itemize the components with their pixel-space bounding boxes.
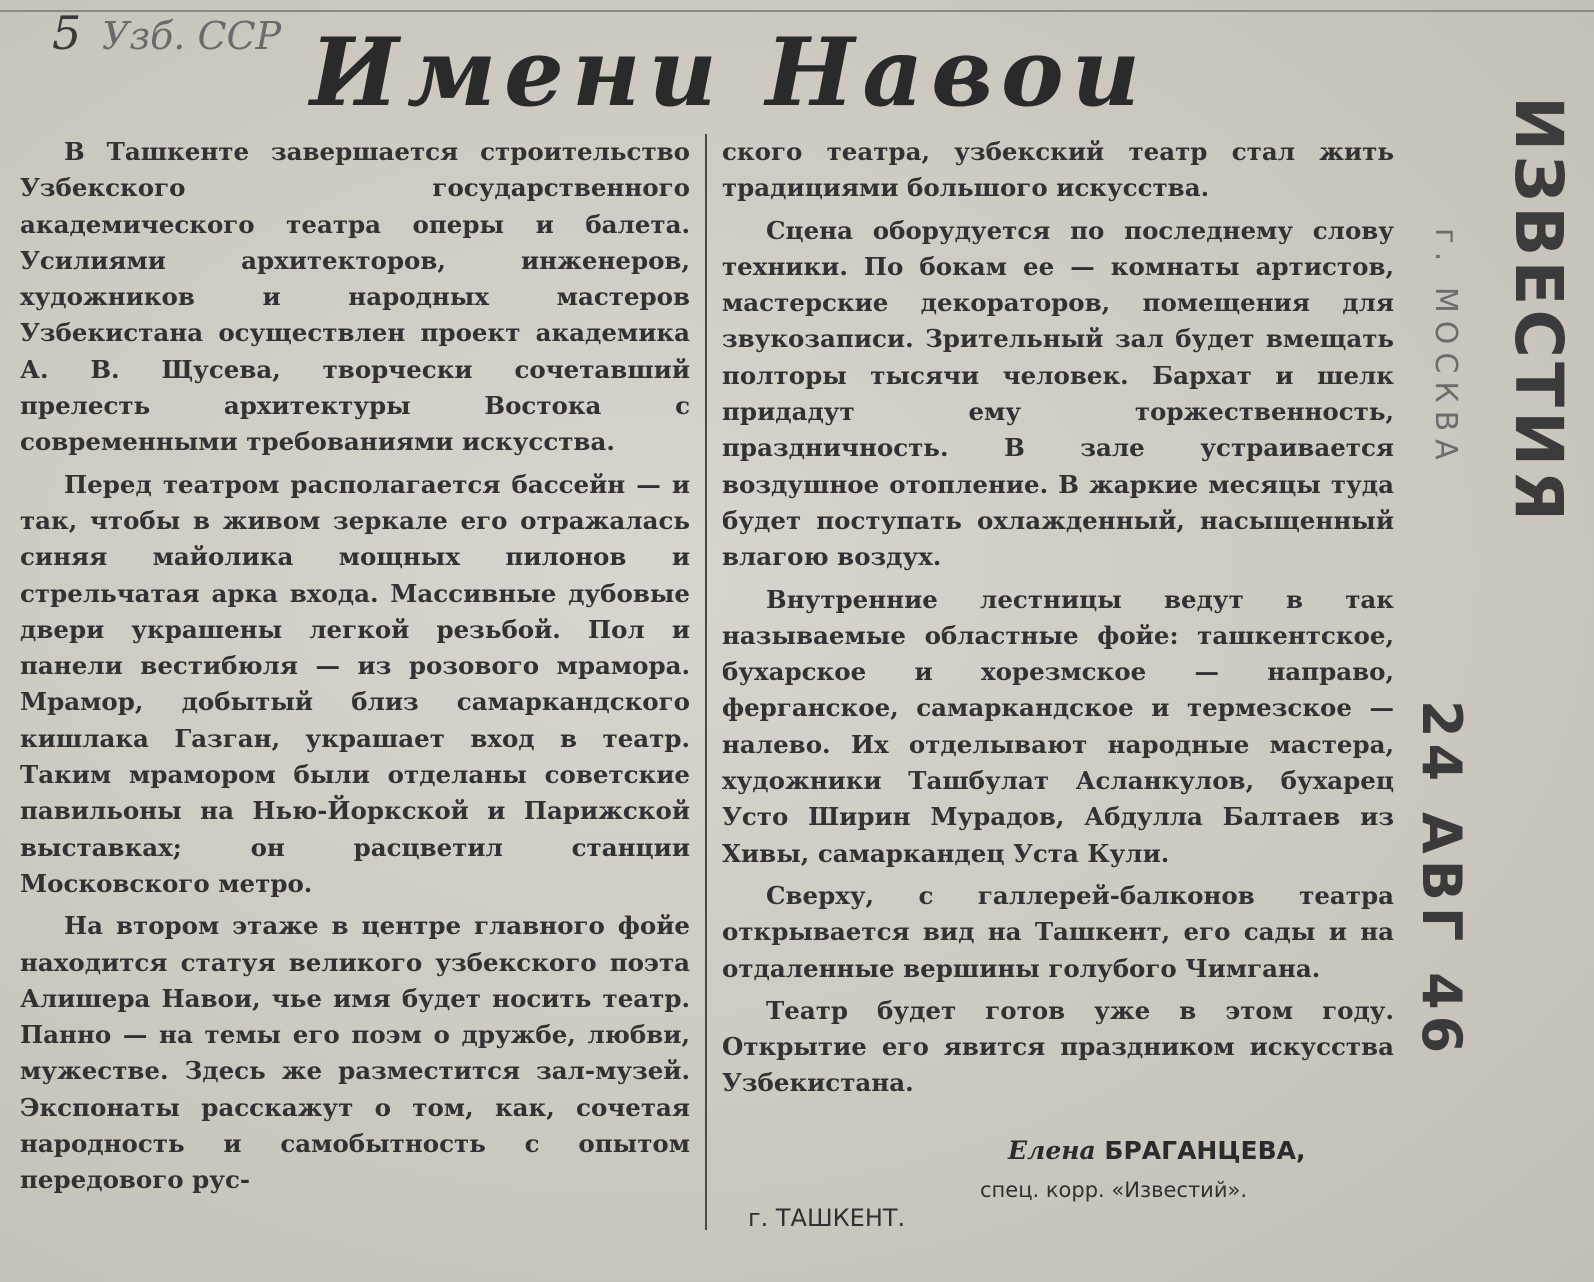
date-stamp: 24 АВГ 46 [1410,700,1473,1060]
author-last-name: БРАГАНЦЕВА, [1104,1136,1306,1165]
handwritten-number: 5 [52,6,82,60]
paragraph: Театр будет готов уже в этом году. Открытие его явится праздником искусства Узбекистана. [722,995,1394,1098]
handwritten-note [52,6,281,60]
paragraph: В Ташкенте завершается строительство Узбекского государственного академического театра оперы и балета. Усилиями архитекторов, инженеров, художников и народных мастеров Узбекистана осуществлен проект академика А. В. Щусева, творчески сочетавший прелесть архитектуры Востока с современными требованиями искусства. [20,137,690,457]
handwritten-text: Узб. ССР [101,14,282,58]
paragraph: Перед театром располагается бассейн — и так, чтобы в живом зеркале его отражалась синяя майолика мощных пилонов и стрельчатая арка входа. Массивные дубовые двери украшены легкой резьбой. Пол и панели вестибюля — из розового мрамора. Мрамор, добытый близ самаркандского кишлака Газган, украшает вход в театр. Таким мрамором были отделаны советские павильоны на Нью-Йоркской и Парижской выставках; он расцветил станции Московского метро. [20,469,690,898]
author-byline [1008,1136,1306,1165]
article-column-right [722,134,1394,1108]
paragraph: Сцена оборудуется по последнему слову техники. По бокам ее — комнаты артистов, мастерские декораторов, помещения для звукозаписи. Зрительный зал будет вмещать полторы тысячи человек. Бархат и шелк придадут ему торжественность, праздничность. В зале устраивается воздушное отопление. В жаркие месяцы туда будет поступать охлажденный, насыщенный влагою воздух. [722,215,1394,572]
paragraph: ского театра, узбекский театр стал жить традициями большого искусства. [722,137,1394,203]
author-role: спец. корр. «Известий». [980,1178,1248,1202]
author-first-name: Елена [1008,1136,1096,1165]
column-divider [705,134,707,1230]
dateline-city: г. ТАШКЕНТ. [748,1204,906,1232]
paragraph: Сверху, с галлерей-балконов театра открывается вид на Ташкент, его сады и на отдаленные вершины голубого Чимгана. [722,880,1394,983]
paragraph: На втором этаже в центре главного фойе находится статуя великого узбекского поэта Алишера Навои, чье имя будет носить театр. Панно — на темы его поэм о дружбе, любви, мужестве. Здесь же разместится зал-музей. Экспонаты расскажут о том, как, сочетая народность и самобытность с опытом передового рус- [20,911,690,1195]
article-column-left [20,134,690,1205]
paragraph: Внутренние лестницы ведут в так называемые областные фойе: ташкентское, бухарское и хорезмское — направо, ферганское, самаркандское и термезское — налево. Их отделывают народные мастера, художники Ташбулат Асланкулов, бухарец Усто Ширин Мурадов, Абдулла Балтаев из Хивы, самаркандец Уста Кули. [722,584,1394,868]
newspaper-city-stamp: г. МОСКВА [1428,228,1463,468]
article-headline: Имени Навои [310,18,1149,128]
newspaper-name-stamp: ИЗВЕСТИЯ [1500,96,1577,526]
